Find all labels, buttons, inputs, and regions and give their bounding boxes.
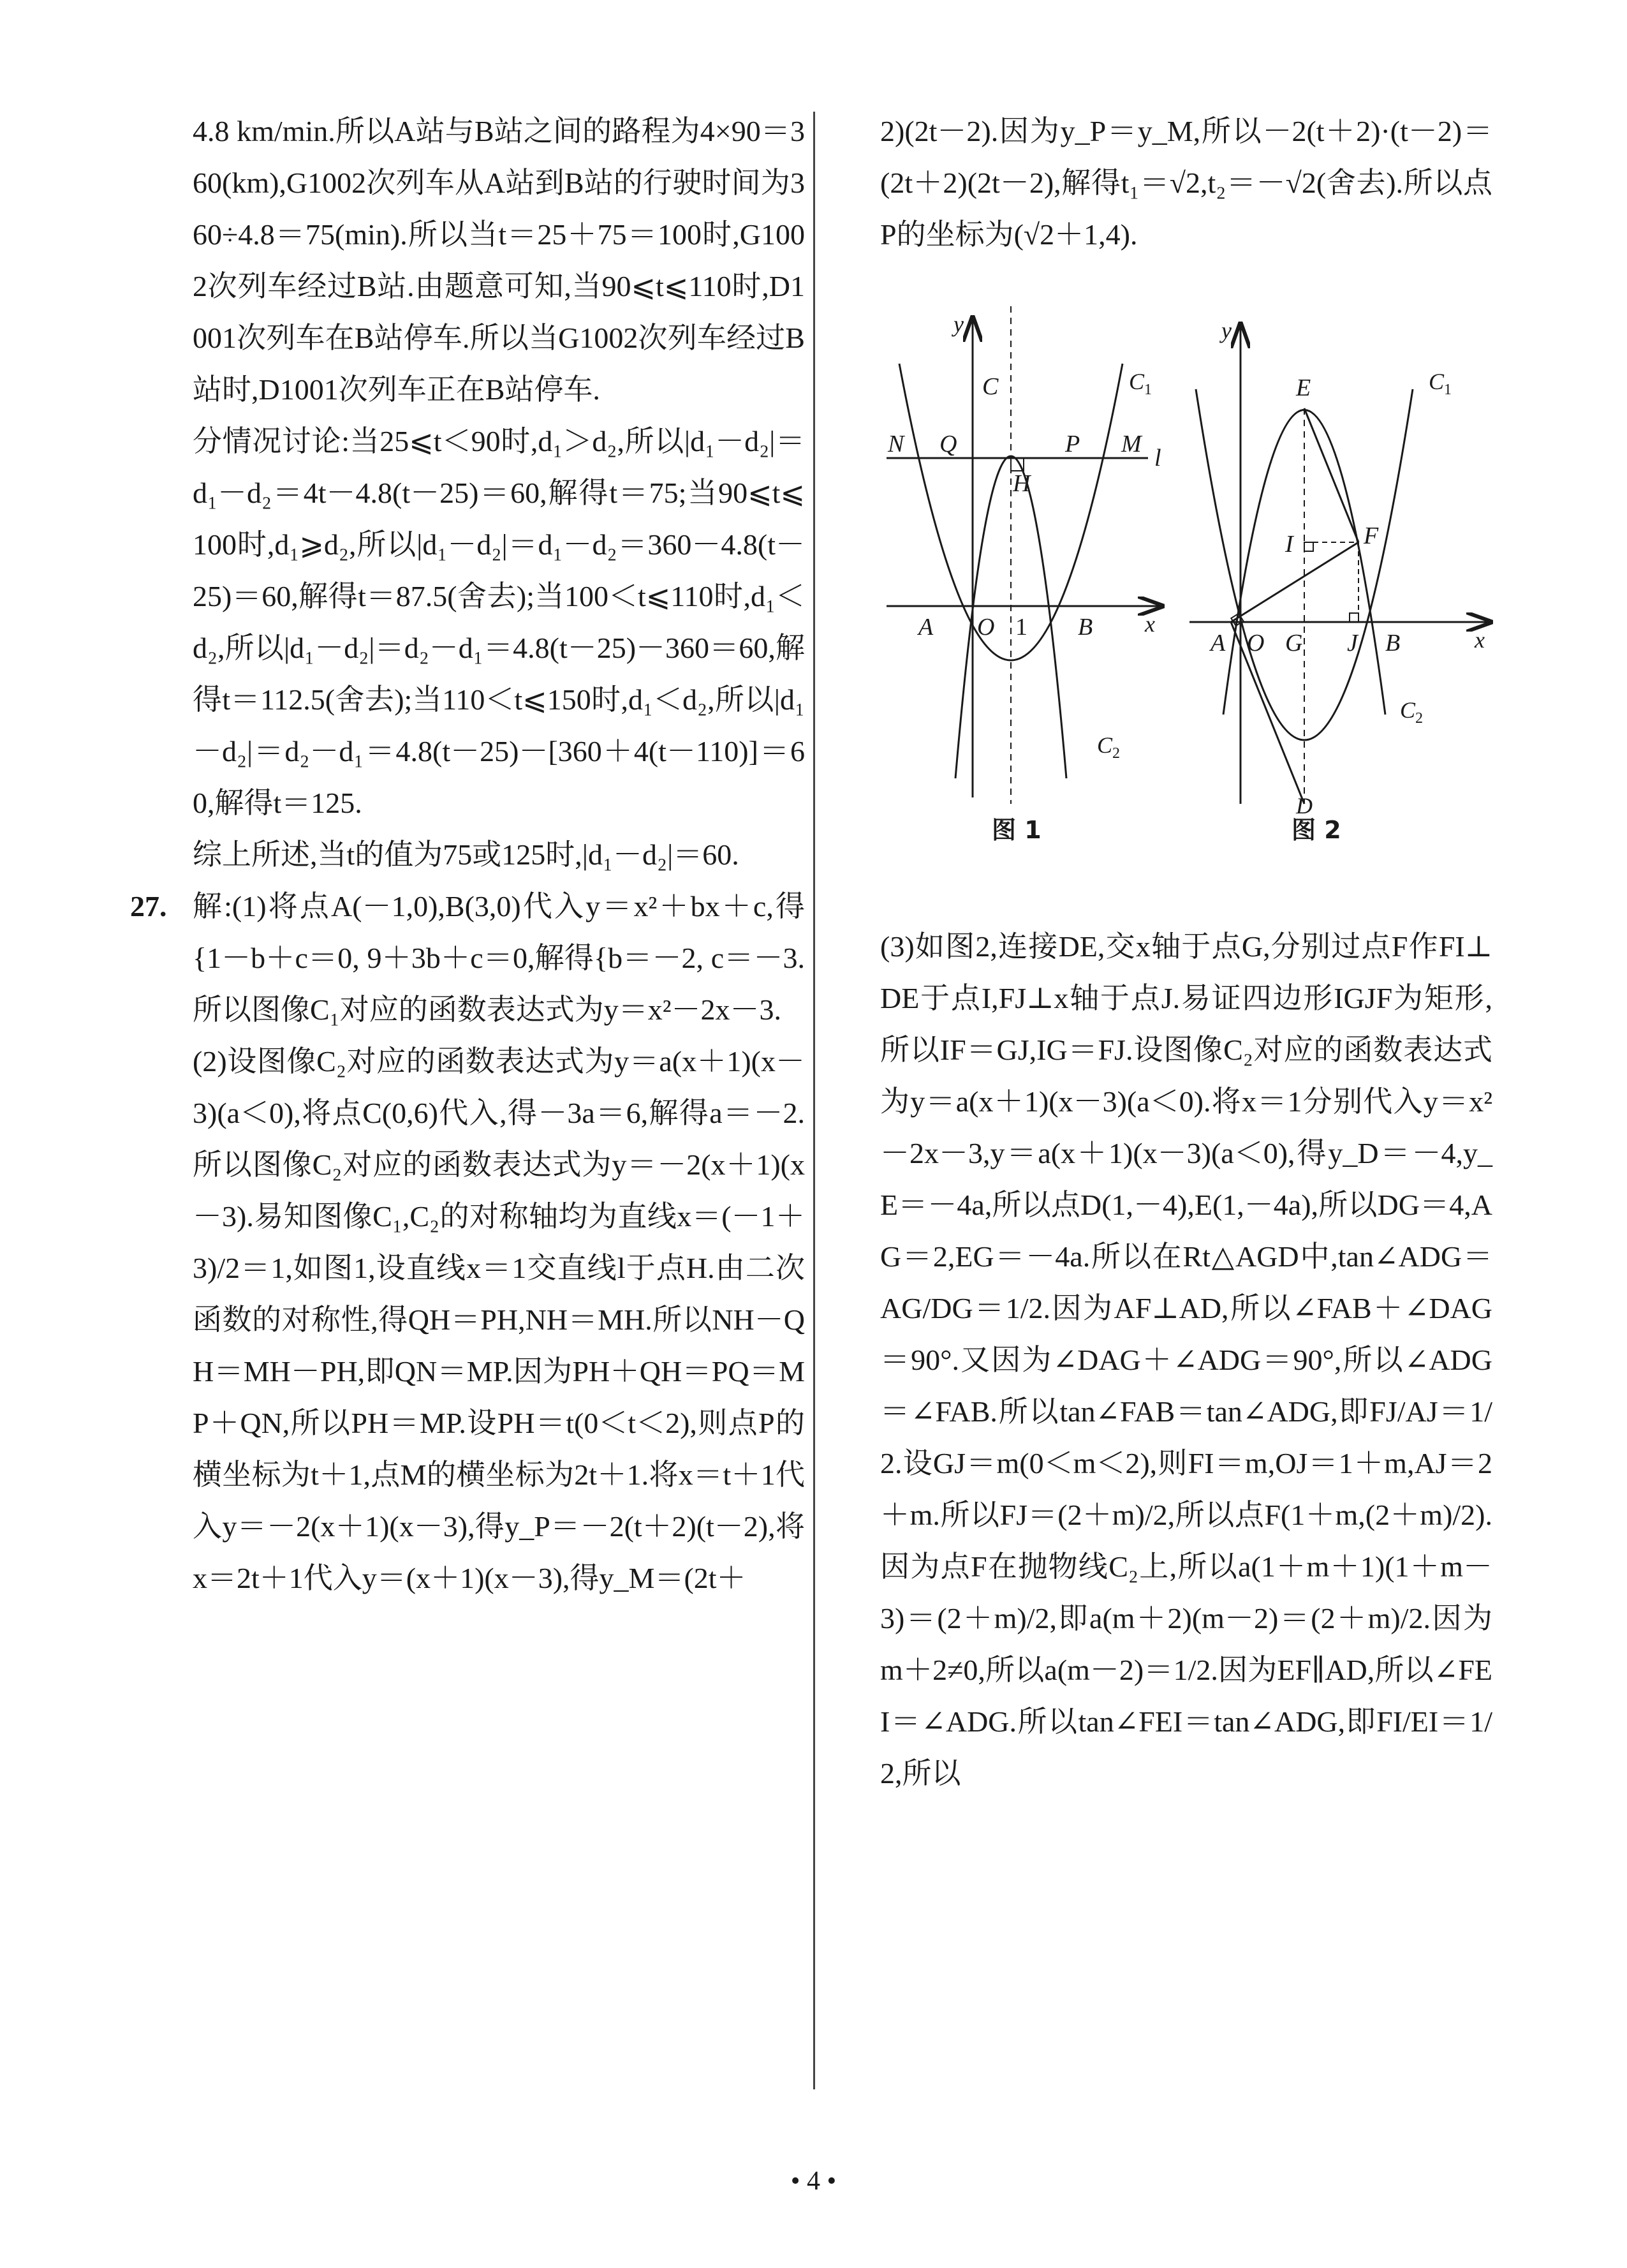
fig1-label-c2: $C_2$ [1097,732,1121,762]
fig1-label-one: 1 [1015,614,1027,641]
fig1-label-C: C [982,373,999,400]
fig2-label-x: x [1475,627,1485,653]
fig2-right-angle-I [1304,542,1313,551]
train-solution-conclusion: 4.8 km/min.所以A站与B站之间的路程为4×90＝360(km),G1002次列车从A站到B站的行驶时间为360÷4.8＝75(min).所以当t＝25＋75＝100时,G1002次列车经过B站.由题意可知,当90⩽t⩽110时,D1001次列车在B站停车.所以当G1002次列车经过B站时,D1001次列车正在B站停车. [193,115,805,406]
fig1-label-M: M [1121,431,1142,457]
fig2-label-c2: $C_2$ [1400,697,1424,727]
fig2-segment-AF [1231,542,1358,622]
fig2-label-c1: $C_1$ [1429,369,1452,398]
fig1-label-x: x [1145,611,1155,637]
q27-part2: (2)设图像C₂对应的函数表达式为y＝a(x＋1)(x－3)(a＜0),将点C(0,6)代入,得－3a＝6,解得a＝－2.所以图像C₂对应的函数表达式为y＝－2(x＋1)(x－3).易知图像C₁,C₂的对称轴均为直线x＝(－1＋3)/2＝1,如图1,设直线x＝1交直线l于点H.由二次函数的对称性,得QH＝PH,NH＝MH.所以NH－QH＝MH－PH,即QN＝MP.因为PH＋QH＝PQ＝MP＋QN,所以PH＝MP.设PH＝t(0＜t＜2),则点P的横坐标为t＋1,点M的横坐标为2t＋1.将x＝t＋1代入y＝－2(x＋1)(x－3),得y_P＝－2(t＋2)(t－2),将x＝2t＋1代入y＝(x＋1)(x－3),得y_M＝(2t＋ [193,1045,805,1594]
case-discussion: 分情况讨论:当25⩽t＜90时,d₁＞d₂,所以|d₁－d₂|＝d₁－d₂＝4t－4.8(t－25)＝60,解得t＝75;当90⩽t⩽100时,d₁⩾d₂,所以|d₁－d₂|＝d₁－d₂＝360－4.8(t－25)＝60,解得t＝87.5(舍去);当100＜t⩽110时,d₁＜d₂,所以|d₁－d₂|＝d₂－d₁＝4.8(t－25)－360＝60,解得t＝112.5(舍去);当110＜t⩽150时,d₁＜d₂,所以|d₁－d₂|＝d₂－d₁＝4.8(t－25)－[360＋4(t－110)]＝60,解得t＝125. [193,425,805,819]
fig1-label-y: y [953,311,964,337]
q27-part3: (3)如图2,连接DE,交x轴于点G,分别过点F作FI⊥DE于点I,FJ⊥x轴于点J.易证四边形IGJF为矩形,所以IF＝GJ,IG＝FJ.设图像C₂对应的函数表达式为y＝a(x＋1)(x－3)(a＜0).将x＝1分别代入y＝x²－2x－3,y＝a(x＋1)(x－3)(a＜0),得y_D＝－4,y_E＝－4a,所以点D(1,－4),E(1,－4a),所以DG＝4,AG＝2,EG＝－4a.所以在Rt△AGD中,tan∠ADG＝AG/DG＝1/2.因为AF⊥AD,所以∠FAB＋∠DAG＝90°.又因为∠DAG＋∠ADG＝90°,所以∠ADG＝∠FAB.所以tan∠FAB＝tan∠ADG,即FJ/AJ＝1/2.设GJ＝m(0＜m＜2),则FI＝m,OJ＝1＋m,AJ＝2＋m.所以FJ＝(2＋m)/2,所以点F(1＋m,(2＋m)/2).因为点F在抛物线C₂上,所以a(1＋m＋1)(1＋m－3)＝(2＋m)/2,即a(m＋2)(m－2)＝(2＋m)/2.因为m＋2≠0,所以a(m－2)＝1/2.因为EF∥AD,所以∠FEI＝∠ADG.所以tan∠FEI＝tan∠ADG,即FI/EI＝1/2,所以 [880,930,1493,1790]
figures [880,293,1492,855]
fig2-label-A: A [1211,630,1226,656]
page-number: • 4 • [790,2167,837,2196]
fig1-label-O: O [977,614,995,641]
fig2-segment-EF [1304,408,1358,542]
fig2-label-G: G [1285,630,1303,656]
figure-1-caption: 图 1 [992,816,1042,844]
summary: 综上所述,当t的值为75或125时,|d₁－d₂|＝60. [193,838,739,871]
fig1-label-N: N [888,431,904,457]
fig2-label-O: O [1247,630,1265,656]
q27-part2-continued: 2)(2t－2).因为y_P＝y_M,所以－2(t＋2)·(t－2)＝(2t＋2)(2t－2),解得t₁＝√2,t₂＝－√2(舍去).所以点P的坐标为(√2＋1,4). [880,115,1492,251]
fig2-label-F: F [1364,523,1379,549]
q27-part1: 解:(1)将点A(－1,0),B(3,0)代入y＝x²＋bx＋c,得{1－b＋c＝0, 9＋3b＋c＝0,解得{b＝－2, c＝－3.所以图像C₁对应的函数表达式为y＝x²－2x－3. [193,890,805,1026]
fig1-label-c1: $C_1$ [1129,369,1152,398]
fig2-label-D-visible: D [1296,793,1313,817]
fig2-label-y: y [1221,318,1232,343]
fig1-label-H: H [1013,470,1031,497]
fig1-label-P: P [1065,431,1080,457]
column-divider [813,112,815,2089]
fig2-right-angle-J [1350,613,1358,622]
fig1-label-Q: Q [939,431,957,457]
fig2-label-B: B [1385,630,1401,656]
fig1-label-B: B [1078,614,1093,641]
fig2-label-E: E [1296,374,1311,401]
figure-2 [1180,293,1499,817]
figure-2-caption: 图 2 [1292,816,1341,844]
fig1-label-l: l [1154,445,1161,471]
fig1-label-A: A [918,614,934,641]
question-27-label: 27. [130,890,167,923]
fig2-label-I: I [1285,531,1293,558]
left-column [130,105,805,1604]
fig2-label-J: J [1347,630,1358,656]
figure-1 [880,293,1174,817]
